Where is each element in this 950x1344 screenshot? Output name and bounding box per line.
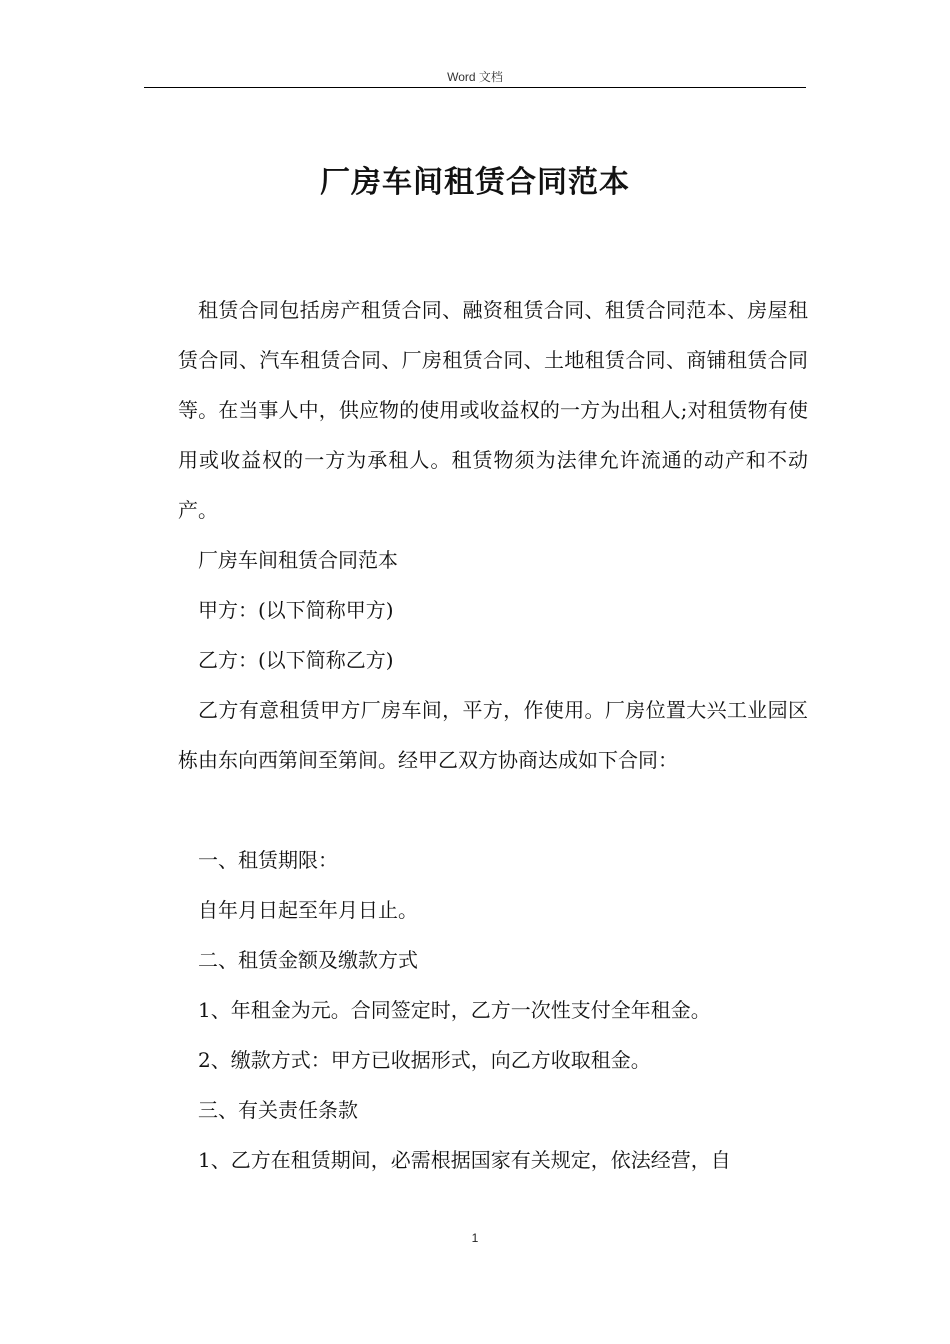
document-title: 厂房车间租赁合同范本 — [320, 165, 630, 200]
party-b-line: 乙方：(以下简称乙方) — [198, 648, 394, 672]
rent-clause-2: 2、缴款方式：甲方已收据形式，向乙方收取租金。 — [198, 1048, 651, 1072]
header-divider — [144, 87, 806, 88]
section-heading-rent: 二、租赁金额及缴款方式 — [198, 948, 418, 972]
contract-heading: 厂房车间租赁合同范本 — [198, 548, 398, 572]
liability-clause-1: 1、乙方在租赁期间，必需根据国家有关规定，依法经营，自 — [198, 1148, 731, 1172]
section-heading-liability: 三、有关责任条款 — [198, 1098, 358, 1122]
document-body — [178, 285, 808, 1185]
page-number: 1 — [471, 1231, 479, 1245]
rent-clause-1: 1、年租金为元。合同签定时，乙方一次性支付全年租金。 — [198, 998, 711, 1022]
term-paragraph: 自年月日起至年月日止。 — [198, 898, 418, 922]
intro-paragraph: 租赁合同包括房产租赁合同、融资租赁合同、租赁合同范本、房屋租赁合同、汽车租赁合同、厂房租赁合同、土地租赁合同、商铺租赁合同等。在当事人中，供应物的使用或收益权的一方为出租人;对租赁物有使用或收益权的一方为承租人。租赁物须为法律允许流通的动产和不动产。 — [178, 298, 808, 522]
paragraph-spacer — [178, 785, 808, 835]
page-header: Word 文档 — [447, 70, 503, 84]
lease-intent-paragraph: 乙方有意租赁甲方厂房车间，平方，作使用。厂房位置大兴工业园区栋由东向西第间至第间。经甲乙双方协商达成如下合同： — [178, 698, 808, 772]
section-heading-term: 一、租赁期限： — [198, 848, 338, 872]
party-a-line: 甲方：(以下简称甲方) — [198, 598, 394, 622]
